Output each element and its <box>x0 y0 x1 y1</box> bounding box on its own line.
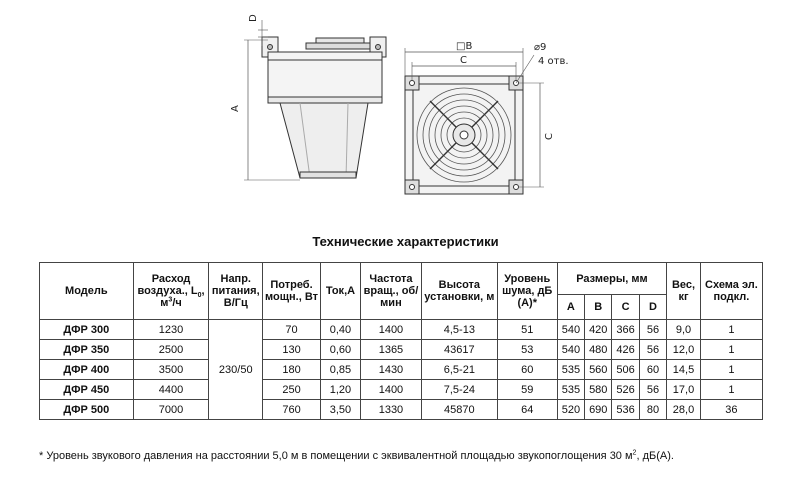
cell-dim-a: 535 <box>557 360 584 380</box>
cell-current: 0,85 <box>320 360 360 380</box>
header-dimensions: Размеры, мм <box>557 263 666 295</box>
cell-dim-b: 420 <box>585 320 612 340</box>
cell-power: 250 <box>263 380 321 400</box>
cell-rpm: 1330 <box>360 400 421 420</box>
cell-dim-c: 536 <box>612 400 639 420</box>
cell-dim-c: 506 <box>612 360 639 380</box>
header-noise: Уровень шума, дБ (А)* <box>497 263 557 320</box>
cell-noise: 53 <box>497 340 557 360</box>
header-rpm: Частота вращ., об/мин <box>360 263 421 320</box>
cell-weight: 14,5 <box>667 360 701 380</box>
cell-rpm: 1400 <box>360 320 421 340</box>
dim-label-b: □B <box>456 41 473 52</box>
cell-height: 7,5-24 <box>421 380 497 400</box>
cell-rpm: 1400 <box>360 380 421 400</box>
footnote: * Уровень звукового давления на расстоянии 5,0 м в помещении с эквивалентной площадью звукопоглощения 30 $м^2$, дБ(А). <box>39 449 674 462</box>
header-height: Высота установки, м <box>421 263 497 320</box>
header-voltage: Напр. питания, В/Гц <box>209 263 263 320</box>
cell-dim-d: 56 <box>639 380 666 400</box>
table-row <box>40 380 763 400</box>
header-dim-b: B <box>585 295 612 320</box>
cell-weight: 9,0 <box>667 320 701 340</box>
cell-airflow: 4400 <box>133 380 209 400</box>
dim-label-a: A <box>230 105 241 112</box>
cell-dim-c: 526 <box>612 380 639 400</box>
table-row <box>40 340 763 360</box>
cell-current: 1,20 <box>320 380 360 400</box>
cell-power: 130 <box>263 340 321 360</box>
cell-height: 45870 <box>421 400 497 420</box>
dim-label-holes-count: 4 отв. <box>538 56 569 67</box>
cell-power: 760 <box>263 400 321 420</box>
dim-label-c-right: C <box>544 133 555 140</box>
header-airflow: Расход воздуха., $L_0$, $м^3/ч$ <box>133 263 209 320</box>
cell-weight: 17,0 <box>667 380 701 400</box>
header-weight: Вес, кг <box>667 263 701 320</box>
cell-noise: 64 <box>497 400 557 420</box>
spec-table <box>39 262 763 420</box>
cell-power: 180 <box>263 360 321 380</box>
cell-height: 43617 <box>421 340 497 360</box>
cell-model: ДФР 450 <box>40 380 134 400</box>
cell-dim-a: 540 <box>557 320 584 340</box>
cell-power: 70 <box>263 320 321 340</box>
cell-dim-d: 80 <box>639 400 666 420</box>
cell-current: 0,60 <box>320 340 360 360</box>
cell-scheme: 1 <box>700 340 762 360</box>
table-row <box>40 360 763 380</box>
cell-dim-a: 535 <box>557 380 584 400</box>
cell-dim-b: 560 <box>585 360 612 380</box>
cell-dim-b: 580 <box>585 380 612 400</box>
cell-airflow: 2500 <box>133 340 209 360</box>
cell-weight: 12,0 <box>667 340 701 360</box>
cell-noise: 60 <box>497 360 557 380</box>
cell-model: ДФР 500 <box>40 400 134 420</box>
cell-airflow: 3500 <box>133 360 209 380</box>
cell-model: ДФР 300 <box>40 320 134 340</box>
cell-dim-a: 520 <box>557 400 584 420</box>
cell-current: 0,40 <box>320 320 360 340</box>
cell-model: ДФР 400 <box>40 360 134 380</box>
cell-weight: 28,0 <box>667 400 701 420</box>
cell-dim-d: 60 <box>639 360 666 380</box>
cell-rpm: 1365 <box>360 340 421 360</box>
side-view <box>244 20 386 180</box>
cell-height: 6,5-21 <box>421 360 497 380</box>
header-dim-d: D <box>639 295 666 320</box>
cell-dim-c: 366 <box>612 320 639 340</box>
cell-noise: 51 <box>497 320 557 340</box>
front-view <box>405 48 544 194</box>
cell-dim-d: 56 <box>639 340 666 360</box>
header-power: Потреб. мощн., Вт <box>263 263 321 320</box>
cell-noise: 59 <box>497 380 557 400</box>
cell-dim-b: 690 <box>585 400 612 420</box>
header-scheme: Схема эл. подкл. <box>700 263 762 320</box>
technical-drawing <box>0 0 811 230</box>
cell-dim-b: 480 <box>585 340 612 360</box>
cell-dim-a: 540 <box>557 340 584 360</box>
header-dim-a: A <box>557 295 584 320</box>
cell-rpm: 1430 <box>360 360 421 380</box>
cell-dim-d: 56 <box>639 320 666 340</box>
cell-voltage: 230/50 <box>209 320 263 420</box>
header-dim-c: C <box>612 295 639 320</box>
cell-scheme: 1 <box>700 360 762 380</box>
cell-scheme: 1 <box>700 380 762 400</box>
section-title: Технические характеристики <box>312 234 499 249</box>
dim-label-d: D <box>248 14 259 22</box>
cell-model: ДФР 350 <box>40 340 134 360</box>
cell-airflow: 1230 <box>133 320 209 340</box>
cell-scheme: 36 <box>700 400 762 420</box>
cell-scheme: 1 <box>700 320 762 340</box>
dim-label-c-top: C <box>460 55 467 66</box>
header-model: Модель <box>40 263 134 320</box>
dim-label-hole: ⌀9 <box>534 42 547 53</box>
cell-height: 4,5-13 <box>421 320 497 340</box>
cell-airflow: 7000 <box>133 400 209 420</box>
table-row <box>40 400 763 420</box>
cell-dim-c: 426 <box>612 340 639 360</box>
cell-current: 3,50 <box>320 400 360 420</box>
table-row <box>40 320 763 340</box>
header-current: Ток,А <box>320 263 360 320</box>
